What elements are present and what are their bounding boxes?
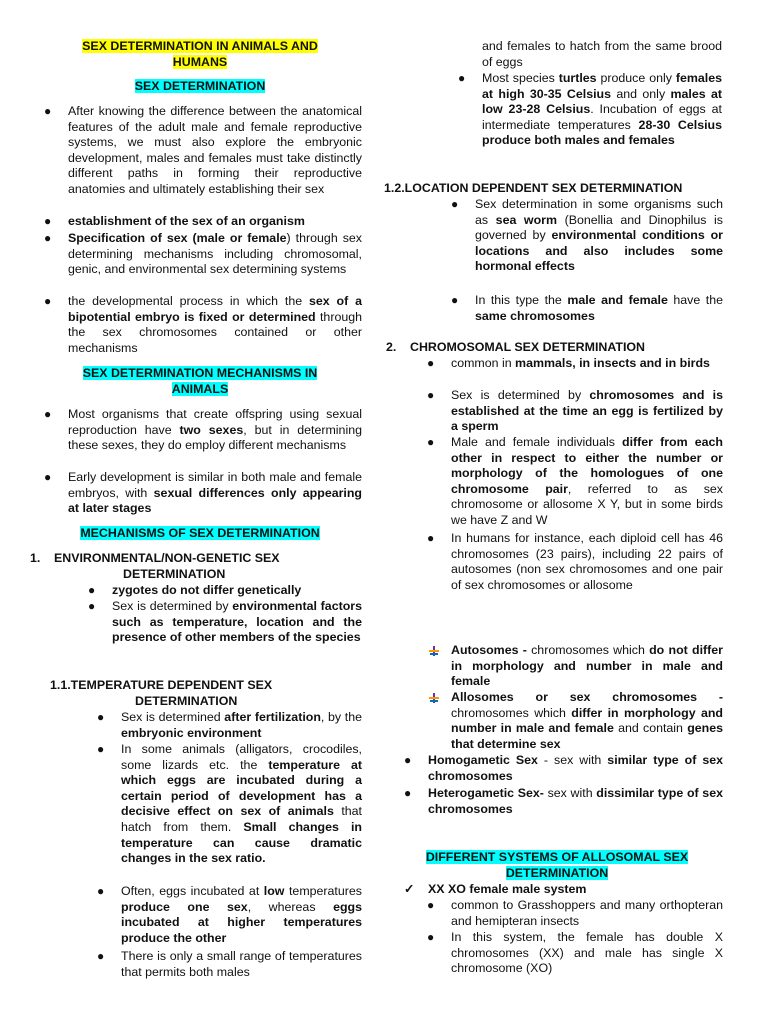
bullet-icon: ● [427, 435, 435, 449]
list-item: ● Sex is determined after fertilization, by the embryonic environment [97, 710, 362, 740]
list-item: ✓ XX XO female male system [404, 882, 587, 896]
section-heading: DIFFERENT SYSTEMS OF ALLOSOMAL SEX DETERMINATION [425, 850, 689, 880]
list-item: ● Male and female individuals differ from each other in respect to either the number or morphology of the homologues of one chromosome pair, referred to as sex chromosome or allosome X Y, but in some birds we have Z and W [427, 435, 723, 527]
numbered-heading: 2. CHROMOSOMAL SEX DETERMINATION [386, 340, 645, 354]
bullet-icon: ● [427, 930, 435, 944]
bullet-icon: ● [451, 197, 459, 211]
bullet-icon: ● [97, 742, 105, 756]
bullet-icon: ● [404, 786, 412, 800]
list-item: ● the developmental process in which the sex of a bipotential embryo is fixed or determined through the sex chromosomes contained or other mechanisms [44, 294, 363, 355]
list-item: Autosomes - chromosomes which do not differ in morphology and number in male and female [451, 643, 723, 690]
list-item: ● After knowing the difference between the anatomical features of the adult male and female reproductive systems, we must also explore the embryonic development, males and females must take distinctly different paths in forming their reproductive anatomies and ultimately establishing their sex [44, 104, 362, 196]
bullet-icon: ● [44, 231, 52, 245]
list-item: ● Most organisms that create offspring using sexual reproduction have two sexes, but in determining these sexes, they do employ different mechanisms [44, 407, 362, 453]
bullet-icon: ● [88, 599, 96, 613]
list-item: ● Early development is similar in both male and female embryos, with sexual differences only appearing at later stages [44, 470, 363, 516]
bullet-icon: ● [44, 407, 52, 421]
bullet-icon: ● [451, 293, 459, 307]
list-item: ● Heterogametic Sex- sex with dissimilar type of sex chromosomes [404, 786, 723, 816]
bullet-icon: ● [427, 531, 435, 545]
section-heading: SEX DETERMINATION MECHANISMS IN ANIMALS [82, 366, 318, 396]
bullet-icon: ● [44, 294, 52, 308]
list-item: ● Sex is determined by chromosomes and is established at the time an egg is fertilized by a sperm [427, 388, 723, 434]
list-item: ● Sex is determined by environmental factors such as temperature, location and the presence of other members of the species [88, 599, 362, 645]
list-item: ● In this type the male and female have the same chromosomes [451, 293, 723, 323]
list-item: ● Homogametic Sex - sex with similar type of sex chromosomes [404, 753, 724, 783]
list-item: ● common to Grasshoppers and many orthopteran and hemipteran insects [427, 898, 723, 928]
list-item: ● In some animals (alligators, crocodiles, some lizards etc. the temperature at which eggs are incubated during a certain period of development has a decisive effect on sex of animals that hatch from them. Small changes in temperature can cause dramatic changes in the sex ratio. [97, 742, 363, 866]
list-item: ● There is only a small range of temperatures that permits both males [97, 949, 362, 979]
bullet-icon: ● [44, 470, 52, 484]
check-icon: ✓ [404, 882, 415, 896]
numbered-heading: 1.2.LOCATION DEPENDENT SEX DETERMINATION [384, 181, 683, 195]
bullet-icon: ● [427, 356, 435, 370]
section-heading: MECHANISMS OF SEX DETERMINATION [80, 526, 320, 540]
bullet-icon: ● [404, 753, 412, 767]
main-title: SEX DETERMINATION IN ANIMALS AND HUMANS [82, 39, 318, 69]
list-item: ● In humans for instance, each diploid cell has 46 chromosomes (23 pairs), including 22 pairs of autosomes (non sex chromosomes and one pair of sex chromosomes or allosome [427, 531, 723, 592]
diamond-bullet-icon [429, 646, 439, 656]
bullet-icon: ● [44, 214, 52, 228]
list-item: ● Most species turtles produce only females at high 30-35 Celsius and only males at low 23-28 Celsius. Incubation of eggs at intermediate temperatures 28-30 Celsius produce both males and females [458, 71, 723, 148]
diamond-bullet-icon [429, 693, 439, 703]
bullet-icon: ● [427, 388, 435, 402]
list-item: ● common in mammals, in insects and in birds [427, 356, 710, 370]
list-item: ● zygotes do not differ genetically [88, 583, 302, 597]
bullet-icon: ● [97, 949, 105, 963]
bullet-icon: ● [97, 710, 105, 724]
list-item: ● establishment of the sex of an organism [44, 214, 305, 228]
list-item: ● In this system, the female has double X chromosomes (XX) and male has single X chromosome (XO) [427, 930, 723, 976]
bullet-icon: ● [97, 884, 105, 898]
subtitle: SEX DETERMINATION [134, 79, 266, 93]
list-item: ● Often, eggs incubated at low temperatures produce one sex, whereas eggs incubated at higher temperatures produce the other [97, 884, 362, 945]
list-item: ● Sex determination in some organisms such as sea worm (Bonellia and Dinophilus is governed by environmental conditions or locations and also includes some hormonal effects [451, 197, 723, 274]
numbered-heading: 1.1.TEMPERATURE DEPENDENT SEX DETERMINATION [50, 678, 273, 708]
bullet-icon: ● [44, 104, 52, 118]
bullet-icon: ● [427, 898, 435, 912]
list-item: Allosomes or sex chromosomes - chromosomes which differ in morphology and number in male and female and contain genes that determine sex [451, 690, 723, 752]
bullet-icon: ● [88, 583, 96, 597]
continued-text: and females to hatch from the same brood of eggs [482, 39, 722, 69]
bullet-icon: ● [458, 71, 466, 85]
numbered-heading: 1. ENVIRONMENTAL/NON-GENETIC SEX DETERMINATION [30, 551, 280, 581]
list-item: ● Specification of sex (male or female) through sex determining mechanisms including chromosomal, genic, and environmental sex determining systems [44, 231, 362, 277]
